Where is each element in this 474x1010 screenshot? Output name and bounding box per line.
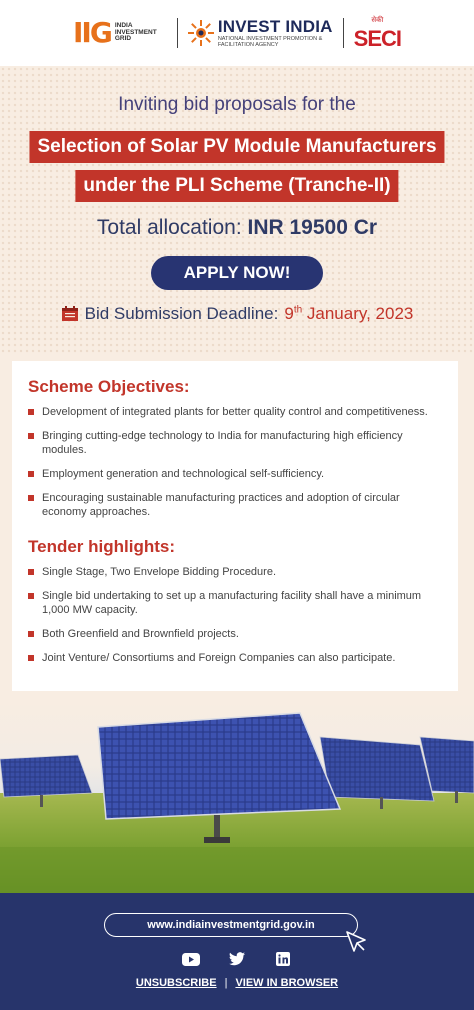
objectives-list (28, 405, 442, 519)
details-card (12, 361, 458, 691)
hero-banner (0, 66, 474, 353)
list-item: Bringing cutting-edge technology to India for manufacturing high efficiency modules. (28, 429, 442, 457)
seci-name: SECI (353, 25, 401, 51)
invest-india-subtitle: NATIONAL INVESTMENT PROMOTION & FACILITATION AGENCY (217, 35, 323, 48)
list-item: Single Stage, Two Envelope Bidding Procedure. (28, 565, 442, 579)
youtube-icon[interactable] (182, 951, 200, 967)
logo-divider (177, 18, 178, 48)
iig-logo-text: INDIA INVESTMENT GRID (114, 21, 157, 43)
seci-hindi-text: सेकी (371, 15, 384, 24)
total-allocation (0, 216, 474, 240)
deadline-month-year: January, 2023 (302, 304, 414, 323)
iig-logo[interactable] (73, 16, 167, 49)
deadline-date (284, 304, 413, 324)
logo-divider (343, 18, 344, 48)
solar-farm-image (0, 697, 474, 893)
highlights-list (28, 565, 442, 665)
seci-logo[interactable] (354, 17, 401, 50)
invest-india-name: INVEST INDIA (217, 16, 333, 36)
apply-now-button[interactable]: APPLY NOW! (151, 256, 323, 290)
header-logos (0, 0, 474, 66)
unsubscribe-link[interactable]: UNSUBSCRIBE (135, 977, 217, 989)
list-item: Joint Venture/ Consortiums and Foreign Companies can also participate. (28, 651, 442, 665)
linkedin-icon[interactable] (274, 951, 292, 967)
list-item: Encouraging sustainable manufacturing practices and adoption of circular economy approaches. (28, 491, 442, 519)
list-item: Development of integrated plants for better quality control and competitiveness. (28, 405, 442, 419)
view-in-browser-link[interactable]: VIEW IN BROWSER (235, 977, 339, 989)
objectives-title: Scheme Objectives: (28, 377, 190, 396)
list-item: Single bid undertaking to set up a manufacturing facility shall have a minimum 1,000 MW capacity. (28, 589, 442, 617)
footer (0, 893, 474, 1010)
sun-logo-icon (188, 20, 214, 46)
link-separator: | (224, 977, 228, 989)
highlights-title: Tender highlights: (28, 537, 176, 556)
invest-india-logo[interactable] (188, 18, 333, 48)
title-line-2: under the PLI Scheme (Tranche-II) (75, 170, 398, 202)
deadline-day: 9 (284, 304, 294, 323)
allocation-label: Total allocation: (96, 216, 248, 239)
deadline-label: Bid Submission Deadline: (84, 304, 279, 323)
allocation-amount: INR 19500 Cr (247, 216, 378, 239)
calendar-icon (61, 306, 79, 322)
title-line-1: Selection of Solar PV Module Manufacturers (29, 131, 444, 163)
social-links (0, 951, 474, 967)
iig-logo-mark: IIG (73, 16, 111, 49)
footer-links (0, 977, 474, 989)
twitter-icon[interactable] (228, 951, 246, 967)
website-link[interactable]: www.indiainvestmentgrid.gov.in (104, 913, 358, 937)
list-item: Both Greenfield and Brownfield projects. (28, 627, 442, 641)
deadline-suffix: th (293, 304, 303, 316)
hero-intro: Inviting bid proposals for the (118, 94, 356, 115)
list-item: Employment generation and technological self-sufficiency. (28, 467, 442, 481)
bid-deadline (0, 304, 474, 324)
